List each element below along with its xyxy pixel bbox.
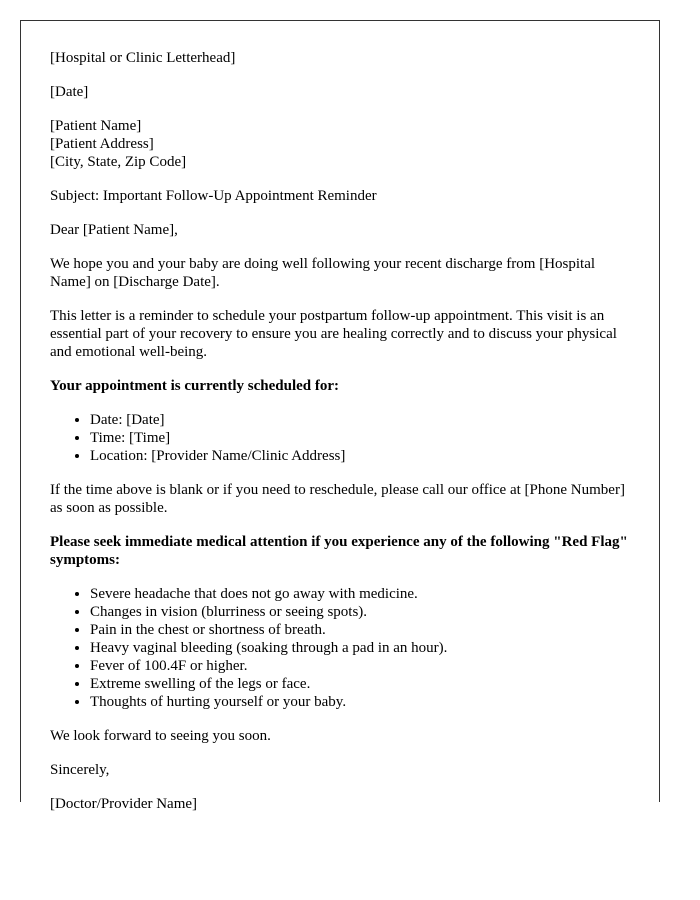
- appointment-list: [50, 411, 629, 465]
- letter-date: [Date]: [50, 84, 89, 100]
- red-flag-heading: [50, 533, 629, 569]
- patient-address-line: [Patient Address]: [50, 136, 154, 152]
- patient-city-line: [City, State, Zip Code]: [50, 154, 187, 170]
- reschedule-paragraph: If the time above is blank or if you need to reschedule, please call our office at [Phone Number] as soon as possible.: [50, 482, 625, 516]
- patient-name-line: [Patient Name]: [50, 118, 142, 134]
- list-item: • Time: [Time]: [90, 429, 629, 447]
- salutation: Dear [Patient Name],: [50, 222, 178, 238]
- signature-name: [Doctor/Provider Name]: [50, 796, 198, 812]
- appointment-heading-text: Your appointment is currently scheduled for:: [50, 378, 340, 394]
- letter-body: [21, 21, 659, 813]
- list-item: • Extreme swelling of the legs or face.: [90, 675, 629, 693]
- list-item: • Pain in the chest or shortness of breath.: [90, 621, 629, 639]
- list-item: • Fever of 100.4F or higher.: [90, 657, 629, 675]
- red-flag-heading-text: Please seek immediate medical attention if you experience any of the following "Red Flag" symptoms:: [50, 534, 628, 568]
- list-item: • Changes in vision (blurriness or seeing spots).: [90, 603, 629, 621]
- list-item: • Date: [Date]: [90, 411, 629, 429]
- appointment-heading: [50, 377, 629, 395]
- letter-page: [20, 20, 660, 812]
- subject-line: Subject: Important Follow-Up Appointment Reminder: [50, 188, 377, 204]
- list-item: • Heavy vaginal bleeding (soaking through a pad in an hour).: [90, 639, 629, 657]
- letterhead: [Hospital or Clinic Letterhead]: [50, 50, 236, 66]
- signoff: Sincerely,: [50, 762, 110, 778]
- closing-line: We look forward to seeing you soon.: [50, 728, 271, 744]
- list-item: • Severe headache that does not go away with medicine.: [90, 585, 629, 603]
- list-item: • Thoughts of hurting yourself or your baby.: [90, 693, 629, 711]
- list-item: • Location: [Provider Name/Clinic Address]: [90, 447, 629, 465]
- red-flag-list: [50, 585, 629, 711]
- patient-address-block: [50, 117, 629, 171]
- intro-paragraph: We hope you and your baby are doing well following your recent discharge from [Hospital Name] on [Discharge Date].: [50, 256, 596, 290]
- reminder-paragraph: This letter is a reminder to schedule your postpartum follow-up appointment. This visit is an essential part of your recovery to ensure you are healing correctly and to discuss your physical and emotional well-being.: [50, 308, 617, 360]
